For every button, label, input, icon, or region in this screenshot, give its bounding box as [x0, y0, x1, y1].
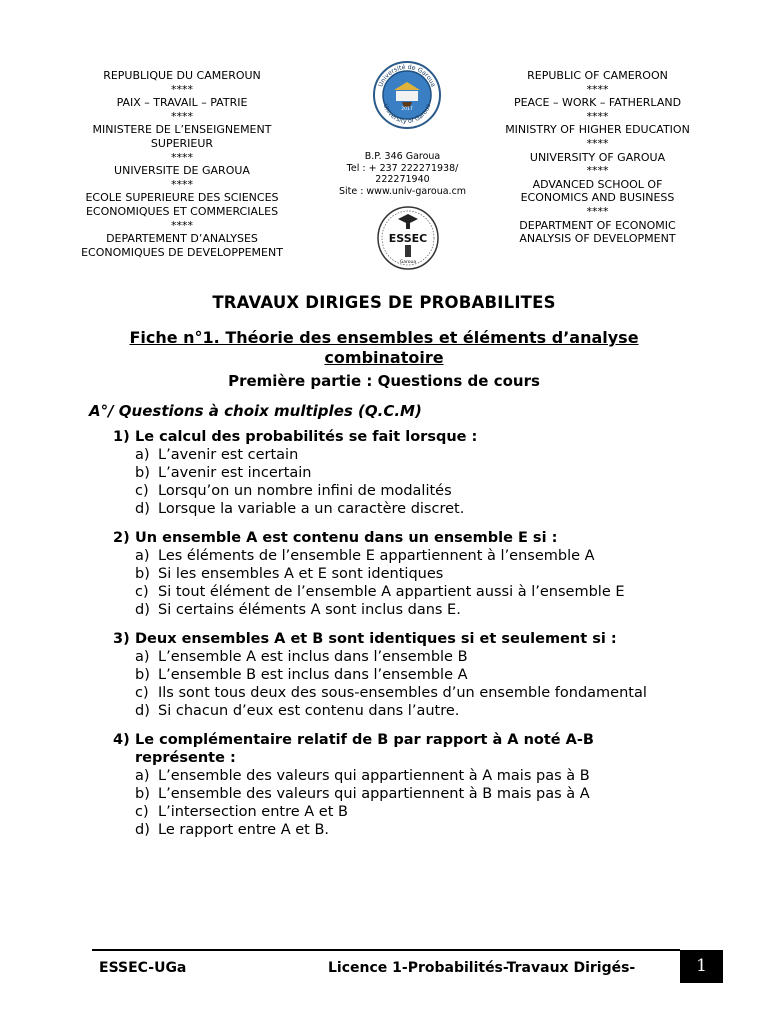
logo-year: 2017 — [401, 107, 413, 112]
left-line: **** — [171, 109, 193, 123]
left-line: SUPERIEUR — [150, 136, 214, 150]
main-title: TRAVAUX DIRIGES DE PROBABILITES — [212, 293, 556, 312]
option-letter: d) — [135, 822, 150, 839]
option-letter: d) — [135, 602, 150, 619]
right-line: UNIVERSITY OF GAROUA — [529, 150, 666, 164]
question-number: 4) — [113, 732, 130, 748]
question-3 — [113, 630, 655, 720]
answer-option — [135, 482, 655, 500]
answer-option — [135, 500, 655, 518]
option-letter: c) — [135, 804, 149, 821]
center-line: Tel : + 237 222271938/ — [346, 162, 459, 174]
option-text: Ils sont tous deux des sous-ensembles d’un ensemble fondamental — [158, 685, 647, 702]
question-title — [113, 428, 655, 446]
option-letter: b) — [135, 465, 150, 482]
right-line: ANALYSIS OF DEVELOPMENT — [519, 232, 676, 246]
answer-option — [135, 821, 655, 839]
question-title — [113, 529, 655, 547]
option-text: Les éléments de l’ensemble E appartiennent à l’ensemble A — [158, 548, 595, 564]
logo-top-text: Université de Garoua — [377, 63, 437, 89]
option-text: Le rapport entre A et B. — [158, 822, 330, 839]
left-line: **** — [171, 82, 193, 96]
answer-option — [135, 666, 655, 684]
university-logo — [372, 60, 442, 130]
left-line: PAIX – TRAVAIL – PATRIE — [116, 96, 248, 110]
option-letter: a) — [135, 548, 150, 564]
center-line: B.P. 346 Garoua — [364, 151, 441, 162]
option-letter: d) — [135, 703, 150, 720]
question-1 — [113, 428, 655, 518]
right-line: PEACE – WORK – FATHERLAND — [513, 96, 682, 110]
option-text: Si chacun d’eux est contenu dans l’autre. — [158, 703, 460, 720]
option-text: Lorsque la variable a un caractère discret. — [158, 501, 465, 518]
right-line: ADVANCED SCHOOL OF — [532, 177, 663, 191]
sheet-title-line1: Fiche n°1. Théorie des ensembles et éléments d’analyse — [129, 328, 639, 347]
question-title — [113, 630, 655, 648]
answer-option — [135, 601, 655, 619]
question-number: 1) — [113, 429, 130, 445]
essec-logo-text: ESSEC — [388, 232, 428, 245]
left-line: **** — [171, 218, 193, 232]
question-number: 3) — [113, 631, 130, 647]
sheet-title — [0, 328, 768, 368]
right-line: **** — [586, 164, 609, 178]
option-text: Si les ensembles A et E sont identiques — [158, 566, 444, 583]
essec-logo-sub: Garoua — [399, 260, 417, 265]
part-title: Première partie : Questions de cours — [228, 372, 540, 390]
option-text: Lorsqu’on un nombre infini de modalités — [158, 483, 452, 500]
header-right-block — [495, 69, 700, 246]
question-title — [113, 731, 655, 767]
option-letter: a) — [135, 768, 150, 784]
answer-option — [135, 583, 655, 601]
left-line: DEPARTEMENT D’ANALYSES — [106, 232, 258, 246]
option-text: L’ensemble des valeurs qui appartiennent à B mais pas à A — [158, 786, 590, 803]
footer-left-text: ESSEC-UGa — [99, 960, 187, 976]
left-line: MINISTERE DE L’ENSEIGNEMENT — [92, 123, 272, 137]
right-line: MINISTRY OF HIGHER EDUCATION — [505, 123, 690, 137]
sheet-title-line2: combinatoire — [324, 348, 444, 367]
option-text: L’ensemble A est inclus dans l’ensemble B — [158, 649, 468, 665]
right-line: **** — [586, 204, 609, 218]
question-text: Le complémentaire relatif de B par rapport à A noté A-B représente : — [135, 732, 594, 766]
question-text: Le calcul des probabilités se fait lorsque : — [135, 429, 478, 445]
option-text: L’avenir est incertain — [158, 465, 312, 482]
question-2 — [113, 529, 655, 619]
left-line: ECOLE SUPERIEURE DES SCIENCES — [85, 191, 279, 205]
option-letter: b) — [135, 667, 150, 684]
question-text: Un ensemble A est contenu dans un ensemble E si : — [135, 530, 558, 546]
answer-option — [135, 565, 655, 583]
question-number: 2) — [113, 530, 130, 546]
right-line: **** — [586, 109, 609, 123]
logo-bottom-text: University of Garoua — [381, 102, 433, 126]
option-letter: a) — [135, 649, 150, 665]
right-line: **** — [586, 82, 609, 96]
essec-logo — [376, 205, 440, 271]
answer-option — [135, 702, 655, 720]
right-line: **** — [586, 136, 609, 150]
question-4 — [113, 731, 655, 839]
option-letter: a) — [135, 447, 150, 463]
center-line: Site : www.univ-garoua.cm — [338, 185, 467, 197]
answer-option — [135, 446, 655, 464]
option-text: Si certains éléments A sont inclus dans E. — [158, 602, 461, 619]
option-letter: c) — [135, 584, 149, 601]
footer-course-text: Licence 1-Probabilités-Travaux Dirigés- — [328, 960, 636, 976]
answer-option — [135, 464, 655, 482]
option-text: L’ensemble B est inclus dans l’ensemble A — [158, 667, 468, 684]
answer-option — [135, 767, 655, 785]
option-letter: c) — [135, 483, 149, 500]
left-line: REPUBLIQUE DU CAMEROUN — [103, 69, 261, 82]
answer-option — [135, 547, 655, 565]
question-text: Deux ensembles A et B sont identiques si et seulement si : — [135, 631, 617, 647]
option-letter: b) — [135, 566, 150, 583]
header-contact-block — [330, 151, 475, 197]
answer-option — [135, 803, 655, 821]
option-letter: b) — [135, 786, 150, 803]
right-line: DEPARTMENT OF ECONOMIC — [519, 218, 676, 232]
left-line: **** — [171, 150, 193, 164]
option-text: Si tout élément de l’ensemble A appartient aussi à l’ensemble E — [158, 584, 625, 601]
option-text: L’ensemble des valeurs qui appartiennent à A mais pas à B — [158, 768, 590, 784]
answer-option — [135, 648, 655, 666]
option-text: L’avenir est certain — [158, 447, 299, 463]
answer-option — [135, 684, 655, 702]
header-left-block — [72, 69, 292, 259]
left-line: ECONOMIQUES DE DEVELOPPEMENT — [81, 245, 283, 259]
option-text: L’intersection entre A et B — [158, 804, 348, 821]
left-line: **** — [171, 177, 193, 191]
center-line: 222271940 — [375, 174, 430, 186]
left-line: UNIVERSITE DE GAROUA — [114, 164, 250, 178]
answer-option — [135, 785, 655, 803]
left-line: ECONOMIQUES ET COMMERCIALES — [85, 204, 279, 218]
right-line: REPUBLIC OF CAMEROON — [527, 69, 668, 82]
footer-divider — [92, 949, 680, 951]
page-number: 1 — [680, 950, 723, 983]
option-letter: d) — [135, 501, 150, 518]
section-heading: A°/ Questions à choix multiples (Q.C.M) — [89, 402, 422, 420]
option-letter: c) — [135, 685, 149, 702]
right-line: ECONOMICS AND BUSINESS — [520, 191, 675, 205]
